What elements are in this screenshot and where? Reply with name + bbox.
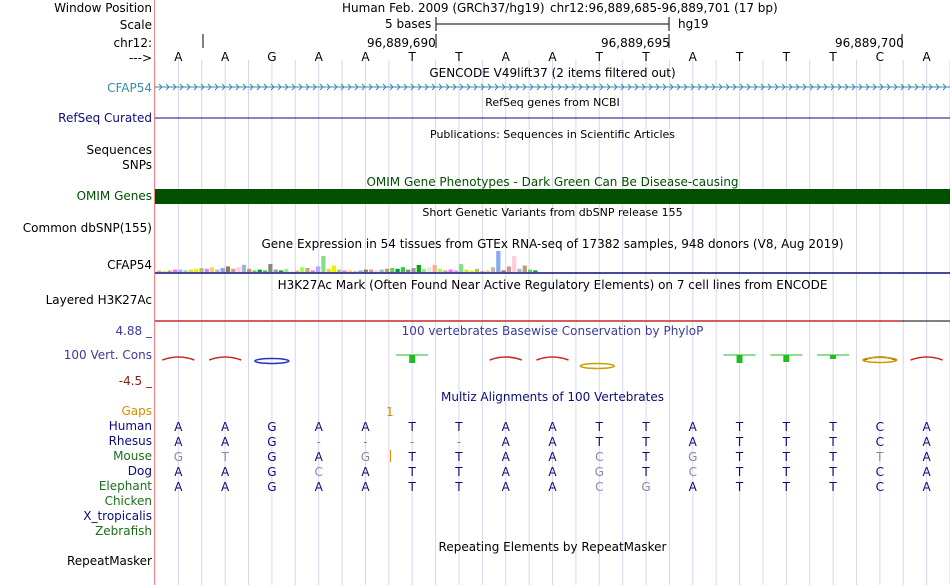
gencode-track-label[interactable]: CFAP54 xyxy=(107,81,152,95)
aligned-base: A xyxy=(548,420,557,434)
aligned-base: A xyxy=(501,450,510,464)
aligned-base: A xyxy=(548,435,557,449)
repeatmasker-track-title: Repeating Elements by RepeatMasker xyxy=(438,540,667,554)
gtex-tissue-bar[interactable] xyxy=(263,270,267,272)
aligned-base: T xyxy=(455,450,463,464)
aligned-base: T xyxy=(455,420,463,434)
aligned-base: A xyxy=(221,465,230,479)
chrom-label: chr12: xyxy=(113,36,152,50)
aligned-base: - xyxy=(456,435,462,449)
aligned-base: T xyxy=(829,480,837,494)
aligned-base: A xyxy=(501,480,510,494)
aligned-base: A xyxy=(174,465,183,479)
reference-base: A xyxy=(221,50,230,64)
aligned-base: T xyxy=(735,420,744,434)
aligned-base: T xyxy=(782,465,790,479)
aligned-base: A xyxy=(314,480,323,494)
gtex-tissue-bar[interactable] xyxy=(189,270,193,272)
gtex-track-label[interactable]: CFAP54 xyxy=(107,258,152,272)
aligned-base: A xyxy=(221,435,230,449)
aligned-base: A xyxy=(688,480,697,494)
phylop-max-label: 4.88 _ xyxy=(115,324,152,338)
phylop-negative-arc xyxy=(537,357,569,360)
gtex-tissue-bar[interactable] xyxy=(406,270,410,272)
aligned-base: T xyxy=(408,465,416,479)
aligned-base: C xyxy=(595,480,604,494)
aligned-base: A xyxy=(501,465,510,479)
aligned-base: T xyxy=(408,420,416,434)
gtex-tissue-bar[interactable] xyxy=(199,268,203,272)
aligned-base: C xyxy=(688,465,697,479)
gtex-tissue-bar[interactable] xyxy=(358,270,362,272)
gtex-tissue-bar[interactable] xyxy=(427,267,431,272)
aligned-base: A xyxy=(922,450,931,464)
gtex-tissue-bar[interactable] xyxy=(205,269,209,272)
omim-track-title: OMIM Gene Phenotypes - Dark Green Can Be Disease-causing xyxy=(366,175,739,189)
strand-arrow-label: ---> xyxy=(128,51,152,65)
phylop-negative-arc xyxy=(209,357,241,360)
aligned-base: T xyxy=(408,450,416,464)
aligned-base: A xyxy=(922,435,931,449)
dbsnp-track-title: Short Genetic Variants from dbSNP release 155 xyxy=(422,206,683,219)
position-text: chr12:96,889,685-96,889,701 (17 bp) xyxy=(550,1,778,15)
reference-bases xyxy=(174,50,931,64)
gtex-tissue-bar[interactable] xyxy=(210,267,214,272)
aligned-base: T xyxy=(829,435,837,449)
phylop-track-title: 100 vertebrates Basewise Conservation by PhyloP xyxy=(401,324,704,338)
aligned-base: A xyxy=(361,465,370,479)
gtex-tissue-bar[interactable] xyxy=(237,267,241,272)
h3k27ac-track-label[interactable]: Layered H3K27Ac xyxy=(45,293,152,307)
aligned-base: T xyxy=(642,435,650,449)
aligned-base: T xyxy=(642,420,650,434)
aligned-base: T xyxy=(876,450,884,464)
aligned-base: A xyxy=(174,420,183,434)
gap-marker: 1 xyxy=(386,405,394,419)
gtex-tissue-bar[interactable] xyxy=(517,269,521,272)
aligned-base: C xyxy=(314,465,323,479)
gtex-tissue-bar[interactable] xyxy=(242,265,246,272)
gtex-tissue-bar[interactable] xyxy=(343,270,347,272)
reference-base: A xyxy=(361,50,370,64)
repeatmasker-track-label[interactable]: RepeatMasker xyxy=(66,554,152,568)
gtex-tissue-bar[interactable] xyxy=(454,270,458,272)
gtex-tissue-bar[interactable] xyxy=(268,264,272,272)
aligned-base: A xyxy=(501,435,510,449)
gtex-tissue-bar[interactable] xyxy=(422,269,426,272)
multiz-alignment-block[interactable] xyxy=(155,404,950,539)
gtex-tissue-bar[interactable] xyxy=(168,270,172,272)
gtex-tissue-bar[interactable] xyxy=(438,269,442,272)
aligned-base: C xyxy=(875,435,885,449)
aligned-base: T xyxy=(595,435,603,449)
aligned-base: G xyxy=(641,480,651,494)
phylop-glyph-yellow xyxy=(580,364,614,369)
gtex-tissue-bar[interactable] xyxy=(300,267,304,272)
gtex-tissue-bar[interactable] xyxy=(194,269,198,272)
gaps-label: Gaps xyxy=(121,404,152,418)
gtex-tissue-bar[interactable] xyxy=(157,270,161,272)
gtex-tissue-bar[interactable] xyxy=(486,270,490,272)
reference-base: A xyxy=(501,50,510,64)
aligned-base: A xyxy=(688,435,697,449)
aligned-base: A xyxy=(922,480,931,494)
gtex-tissue-bar[interactable] xyxy=(226,266,230,272)
aligned-base: A xyxy=(361,480,370,494)
aligned-base: A xyxy=(922,465,931,479)
aligned-base: T xyxy=(829,450,837,464)
aligned-base: G xyxy=(267,435,277,449)
reference-base: A xyxy=(314,50,323,64)
aligned-base: T xyxy=(735,465,744,479)
gtex-tissue-bar[interactable] xyxy=(221,268,225,272)
species-label-chicken[interactable]: Chicken xyxy=(104,494,152,508)
gtex-tissue-bar[interactable] xyxy=(305,268,309,272)
gtex-expression-bars[interactable] xyxy=(155,250,950,274)
window-position-label: Window Position xyxy=(54,1,152,15)
phylop-positive-value xyxy=(783,355,789,362)
gtex-tissue-bar[interactable] xyxy=(321,256,325,272)
gtex-tissue-bar[interactable] xyxy=(470,270,474,272)
refseq-track-title: RefSeq genes from NCBI xyxy=(485,96,620,109)
gtex-tissue-bar[interactable] xyxy=(178,270,182,272)
aligned-base: A xyxy=(221,420,230,434)
publications-track-title: Publications: Sequences in Scientific Articles xyxy=(430,128,675,141)
gtex-tissue-bar[interactable] xyxy=(401,267,405,272)
db-text: hg19 xyxy=(678,17,709,31)
gtex-tissue-bar[interactable] xyxy=(396,269,400,272)
aligned-base: T xyxy=(782,480,790,494)
gtex-tissue-bar[interactable] xyxy=(290,271,294,272)
aligned-base: T xyxy=(595,420,603,434)
aligned-base: A xyxy=(688,420,697,434)
aligned-base: C xyxy=(875,480,885,494)
phylop-negative-arc xyxy=(162,357,194,360)
reference-base: T xyxy=(642,50,650,64)
aligned-base: A xyxy=(174,480,183,494)
phylop-glyph-blue xyxy=(255,359,289,364)
gtex-tissue-bar[interactable] xyxy=(443,270,447,272)
reference-base: C xyxy=(875,50,885,64)
gtex-tissue-bar[interactable] xyxy=(417,265,421,272)
reference-base: A xyxy=(548,50,557,64)
aligned-base: T xyxy=(735,480,744,494)
refseq-gene-feature[interactable] xyxy=(155,112,950,124)
aligned-base: G xyxy=(594,465,604,479)
gtex-tissue-bar[interactable] xyxy=(459,264,463,272)
species-label-elephant[interactable]: Elephant xyxy=(98,479,152,493)
ruler-coord-1: 96,889,690 xyxy=(367,36,436,50)
phylop-track-label[interactable]: 100 Vert. Cons xyxy=(63,348,152,362)
gtex-tissue-bar[interactable] xyxy=(274,270,278,272)
position-ruler[interactable] xyxy=(155,0,950,66)
species-label-zebrafish[interactable]: Zebrafish xyxy=(95,524,152,538)
aligned-base: A xyxy=(361,420,370,434)
omim-feature-bar[interactable] xyxy=(155,189,950,204)
reference-base: T xyxy=(829,50,837,64)
gtex-tissue-bar[interactable] xyxy=(475,269,479,272)
aligned-base: G xyxy=(267,450,277,464)
multiz-track-title: Multiz Alignments of 100 Vertebrates xyxy=(440,390,665,404)
phylop-min-label: -4.5 _ xyxy=(118,374,152,388)
aligned-base: A xyxy=(501,420,510,434)
aligned-base: A xyxy=(548,465,557,479)
gtex-tissue-bar[interactable] xyxy=(433,265,437,272)
gtex-tissue-bar[interactable] xyxy=(284,269,288,272)
aligned-base: T xyxy=(829,465,837,479)
gtex-tissue-bar[interactable] xyxy=(364,270,368,272)
gtex-tissue-bar[interactable] xyxy=(496,251,500,272)
gtex-tissue-bar[interactable] xyxy=(258,270,262,272)
aligned-base: C xyxy=(875,465,885,479)
aligned-base: G xyxy=(267,480,277,494)
aligned-base: G xyxy=(267,465,277,479)
gtex-tissue-bar[interactable] xyxy=(385,269,389,272)
aligned-base: T xyxy=(455,465,463,479)
gtex-tissue-bar[interactable] xyxy=(337,270,341,272)
reference-base: T xyxy=(595,50,603,64)
gtex-tissue-bar[interactable] xyxy=(464,270,468,272)
aligned-base: G xyxy=(688,450,698,464)
refseq-track-label[interactable]: RefSeq Curated xyxy=(58,111,152,125)
aligned-base: T xyxy=(782,435,790,449)
gtex-tissue-bar[interactable] xyxy=(523,266,527,272)
aligned-base: T xyxy=(455,480,463,494)
aligned-base: T xyxy=(642,465,650,479)
gtex-tissue-bar[interactable] xyxy=(353,271,357,272)
aligned-base: A xyxy=(174,435,183,449)
reference-base: A xyxy=(688,50,697,64)
gtex-tissue-bar[interactable] xyxy=(533,270,537,272)
aligned-base: C xyxy=(595,450,604,464)
gtex-tissue-bar[interactable] xyxy=(279,270,283,272)
aligned-base: - xyxy=(316,435,321,449)
gtex-tissue-bar[interactable] xyxy=(316,266,320,272)
omim-track-label[interactable]: OMIM Genes xyxy=(76,189,152,203)
aligned-base: T xyxy=(782,450,790,464)
phylop-conservation-plot[interactable] xyxy=(155,340,950,376)
gtex-tissue-bar[interactable] xyxy=(247,269,251,272)
aligned-base: T xyxy=(829,420,837,434)
reference-base: T xyxy=(735,50,744,64)
phylop-positive-value xyxy=(737,355,743,363)
aligned-base: T xyxy=(408,480,416,494)
gtex-tissue-bar[interactable] xyxy=(390,268,394,272)
ruler-coord-2: 96,889,695 xyxy=(601,36,670,50)
aligned-base: A xyxy=(922,420,931,434)
aligned-base: A xyxy=(221,480,230,494)
aligned-base: G xyxy=(360,450,371,464)
gtex-tissue-bar[interactable] xyxy=(252,270,256,272)
reference-base: A xyxy=(922,50,931,64)
phylop-glyph-yellow xyxy=(863,358,897,363)
scale-label: Scale xyxy=(119,18,152,32)
gtex-tissue-bar[interactable] xyxy=(512,256,516,272)
species-label-x-tropicalis[interactable]: X_tropicalis xyxy=(83,509,152,523)
gtex-tissue-bar[interactable] xyxy=(502,270,506,272)
reference-base: T xyxy=(455,50,463,64)
aligned-base: A xyxy=(548,450,557,464)
gtex-tissue-bar[interactable] xyxy=(311,270,315,272)
phylop-positive-value xyxy=(409,355,415,363)
gtex-track-title: Gene Expression in 54 tissues from GTEx RNA-seq of 17382 samples, 948 donors (V8, Aug 2019) xyxy=(261,237,844,251)
gtex-tissue-bar[interactable] xyxy=(215,270,219,272)
gtex-tissue-bar[interactable] xyxy=(162,271,166,272)
gtex-tissue-bar[interactable] xyxy=(491,267,495,272)
gencode-track-title: GENCODE V49lift37 (2 items filtered out) xyxy=(429,66,676,80)
aligned-base: G xyxy=(267,420,277,434)
aligned-base: A xyxy=(314,450,323,464)
species-label-human[interactable]: Human xyxy=(108,419,152,433)
gtex-tissue-bar[interactable] xyxy=(184,270,188,272)
gtex-tissue-bar[interactable] xyxy=(348,270,352,272)
aligned-base: A xyxy=(548,480,557,494)
species-label-mouse[interactable]: Mouse xyxy=(113,449,152,463)
aligned-base: - xyxy=(363,435,368,449)
publications-track-label[interactable]: Sequences xyxy=(86,143,152,157)
gtex-tissue-bar[interactable] xyxy=(480,271,484,272)
phylop-negative-arc xyxy=(490,357,522,360)
aligned-base: G xyxy=(173,450,184,464)
gtex-tissue-bar[interactable] xyxy=(295,270,299,272)
aligned-base: A xyxy=(314,420,323,434)
gtex-tissue-bar[interactable] xyxy=(369,270,373,272)
aligned-base: T xyxy=(735,435,744,449)
dbsnp-track-label[interactable]: Common dbSNP(155) xyxy=(22,221,152,235)
aligned-base: T xyxy=(735,450,744,464)
phylop-positive-value xyxy=(830,355,836,359)
phylop-negative-arc xyxy=(911,357,943,360)
h3k27ac-signal[interactable] xyxy=(155,316,950,324)
gtex-tissue-bar[interactable] xyxy=(332,266,336,272)
gtex-tissue-bar[interactable] xyxy=(374,270,378,272)
aligned-base: T xyxy=(642,450,650,464)
reference-base: G xyxy=(267,50,277,64)
aligned-base: T xyxy=(782,420,790,434)
gtex-tissue-bar[interactable] xyxy=(507,266,511,272)
assembly-text: Human Feb. 2009 (GRCh37/hg19) xyxy=(342,1,545,15)
species-label-dog[interactable]: Dog xyxy=(127,464,152,478)
gtex-tissue-bar[interactable] xyxy=(411,268,415,272)
gtex-tissue-bar[interactable] xyxy=(449,270,453,272)
gtex-tissue-bar[interactable] xyxy=(327,269,331,272)
h3k27ac-track-title: H3K27Ac Mark (Often Found Near Active Regulatory Elements) on 7 cell lines from ENCODE xyxy=(277,278,828,292)
aligned-base: C xyxy=(875,420,885,434)
reference-base: A xyxy=(174,50,183,64)
aligned-base: T xyxy=(221,450,229,464)
ruler-coord-3: 96,889,700 xyxy=(835,36,904,50)
reference-base: T xyxy=(782,50,790,64)
species-label-rhesus[interactable]: Rhesus xyxy=(108,434,152,448)
reference-base: T xyxy=(408,50,416,64)
snps-track-label[interactable]: SNPs xyxy=(122,158,152,172)
scale-text: 5 bases xyxy=(385,17,432,31)
gtex-tissue-bar[interactable] xyxy=(380,270,384,272)
track-labels-column xyxy=(0,0,154,585)
gtex-tissue-bar[interactable] xyxy=(173,270,177,272)
gencode-gene-feature[interactable] xyxy=(155,80,950,94)
aligned-base: - xyxy=(410,435,415,449)
gtex-tissue-bar[interactable] xyxy=(231,269,235,272)
gtex-tissue-bar[interactable] xyxy=(528,270,532,272)
